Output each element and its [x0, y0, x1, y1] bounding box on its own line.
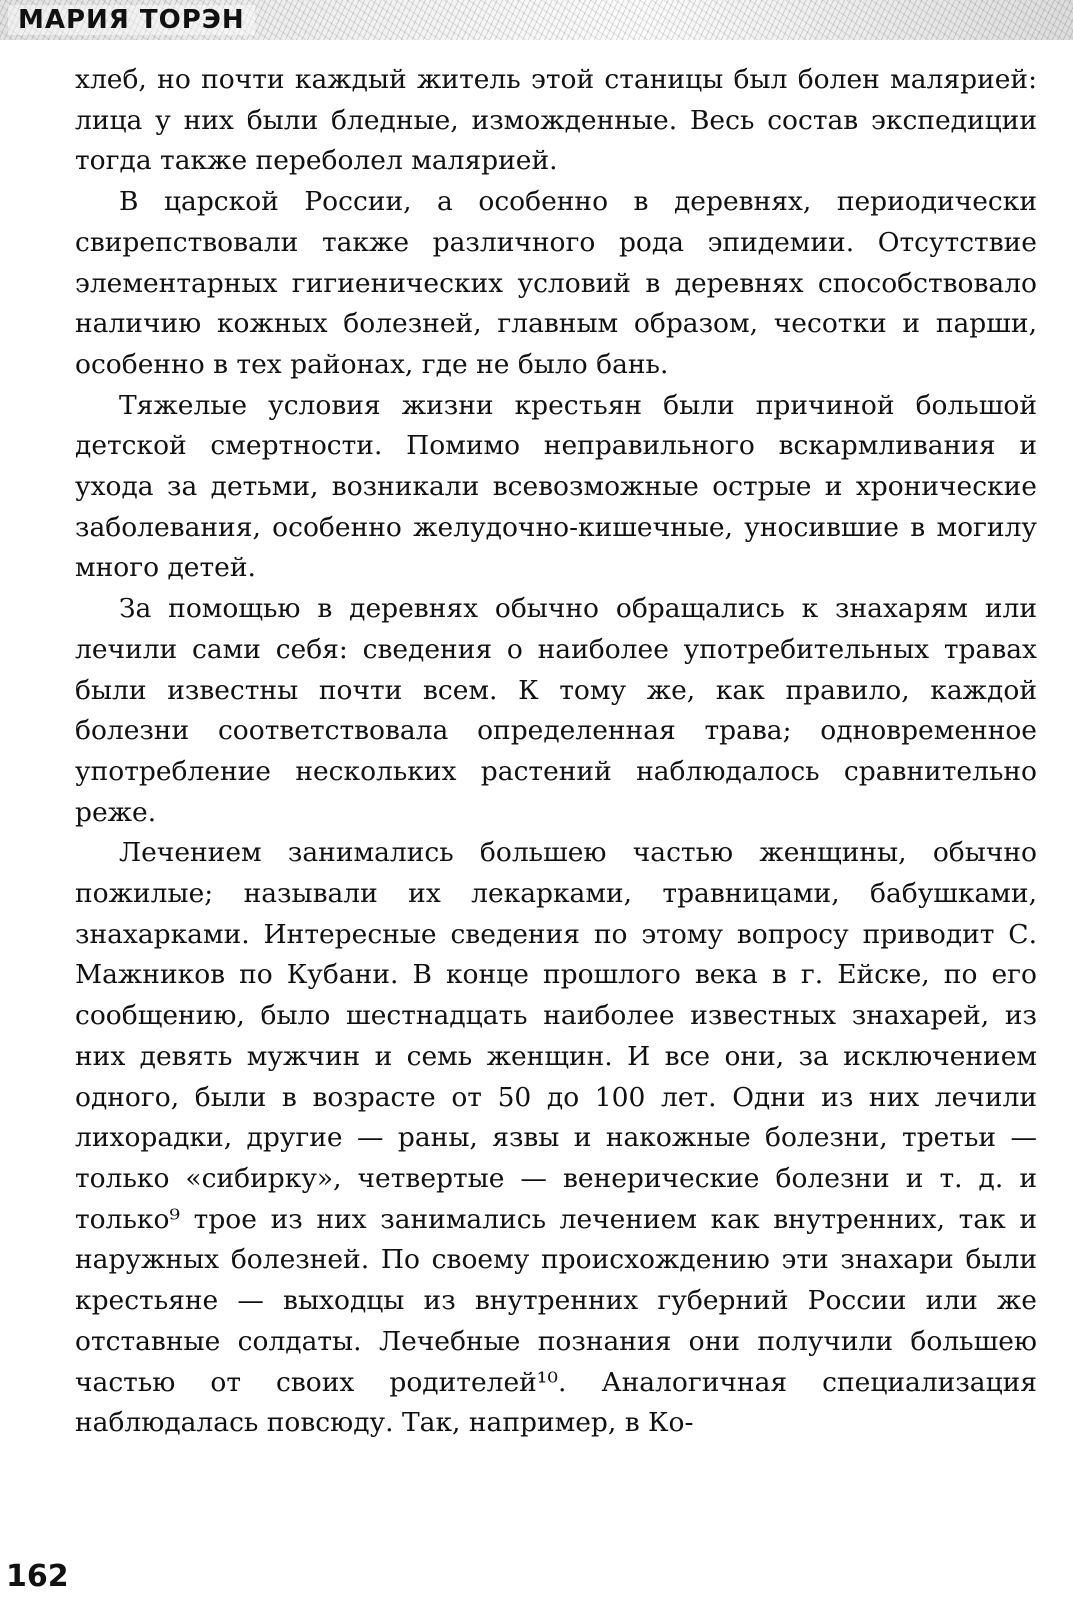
paragraph: В царской России, а особенно в деревнях, периодически свирепствовали также различного рода эпидемии. Отсутствие элементарных гигиенических условий в деревнях способствовало наличию кожных болезней, главным образом, чесотки и парши, особенно в тех районах, где не было бань.: [75, 186, 1037, 380]
paragraph: хлеб, но почти каждый житель этой станицы был болен малярией: лица у них были бледные, изможденные. Весь состав экспедиции тогда также переболел малярией.: [75, 64, 1037, 177]
paragraph: За помощью в деревнях обычно обращались к знахарям или лечили сами себя: сведения о наиболее употребительных травах были известны почти всем. К тому же, как правило, каждой болезни соответствовала определенная трава; одновременное употребление нескольких растений наблюдалось сравнительно реже.: [75, 593, 1037, 828]
paragraph: Лечением занимались большею частью женщины, обычно пожилые; называли их лекарками, травницами, бабушками, знахарками. Интересные сведения по этому вопросу приводит С. Мажников по Кубани. В конце прошлого века в г. Ейске, по его сообщению, было шестнадцать наиболее известных знахарей, из них девять мужчин и семь женщин. И все они, за исключением одного, были в возрасте от 50 до 100 лет. Одни из них лечили лихорадки, другие — раны, язвы и накожные болезни, третьи — только «сибирку», четвертые — венерические болезни и т. д. и только⁹ трое из них занимались лечением как внутренних, так и наружных болезней. По своему происхождению эти знахари были крестьяне — выходцы из внутренних губерний России или же отставные солдаты. Лечебные познания они получили большею частью от своих родителей¹⁰. Аналогичная специализация наблюдалась повсюду. Так, например, в Ко-: [75, 837, 1037, 1439]
running-title: МАРИЯ ТОРЭН: [8, 5, 255, 35]
paragraph: Тяжелые условия жизни крестьян были причиной большой детской смертности. Помимо неправильного вскармливания и ухода за детьми, возникали всевозможные острые и хронические заболевания, особенно желудочно-кишечные, уносившие в могилу много детей.: [75, 389, 1037, 584]
running-header: [0, 0, 1073, 40]
body-text: [75, 60, 1037, 1444]
page-number: 162: [6, 1559, 69, 1594]
